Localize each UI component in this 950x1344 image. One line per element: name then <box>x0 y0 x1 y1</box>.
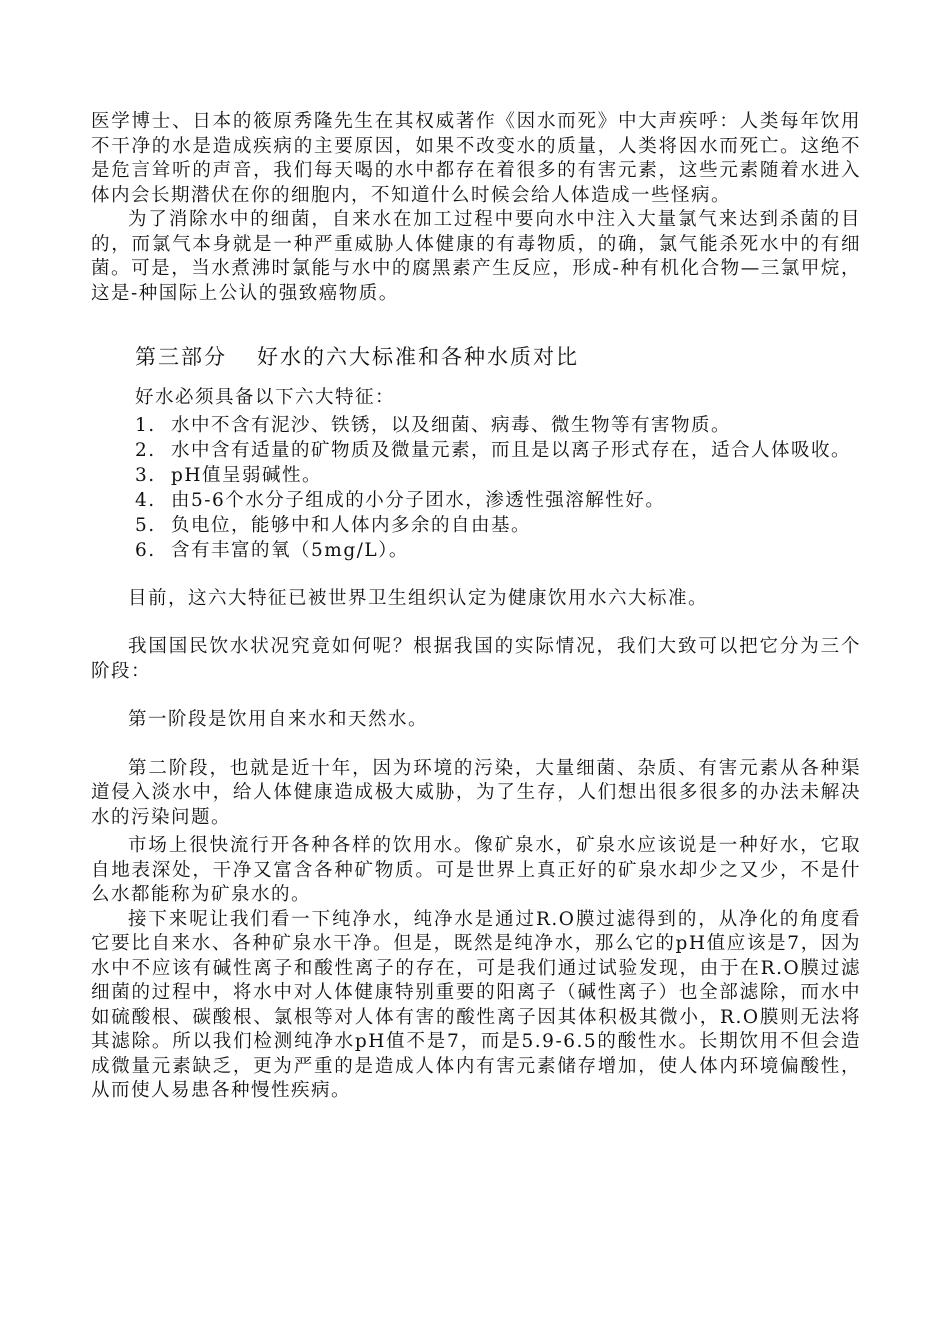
section-part-label: 第三部分 <box>135 345 227 369</box>
list-item <box>135 488 861 513</box>
list-item-text: 水中含有适量的矿物质及微量元素，而且是以离子形式存在，适合人体吸收。 <box>171 439 852 461</box>
paragraph-drowning-warning: 医学博士、日本的筱原秀隆先生在其权威著作《因水而死》中大声疾呼：人类每年饮用不干净的水是造成疾病的主要原因，如果不改变水的质量，人类将因水而死亡。这绝不是危言耸听的声音，我们每天喝的水中都存在着很多的有害元素，这些元素随着水进入体内会长期潜伏在你的细胞内，不知道什么时候会给人体造成一些怪病。 <box>91 111 861 206</box>
section-heading <box>135 342 861 372</box>
paragraph-pure-water: 接下来呢让我们看一下纯净水，纯净水是通过R.O膜过滤得到的，从净化的角度看它要比自来水、各种矿泉水干净。但是，既然是纯净水，那么它的pH值应该是7，因为水中不应该有碱性离子和酸性离子的存在，可是我们通过试验发现，由于在R.O膜过滤细菌的过程中，将水中对人体健康特别重要的阳离子（碱性离子）也全部滤除，而水中如硫酸根、碳酸根、氯根等对人体有害的酸性离子因其体积极其微小，R.O膜则无法将其滤除。所以我们检测纯净水pH值不是7，而是5.9-6.5的酸性水。长期饮用不但会造成微量元素缺乏，更为严重的是造成人体内有害元素储存增加，使人体内环境偏酸性，从而使人易患各种慢性疾病。 <box>91 908 861 1101</box>
list-item-number: 2. <box>135 439 156 461</box>
document-page <box>91 110 861 1104</box>
list-item-text: 水中不含有泥沙、铁锈，以及细菌、病毒、微生物等有害物质。 <box>171 414 732 436</box>
list-item <box>135 438 861 463</box>
paragraph-market: 市场上很快流行开各种各样的饮用水。像矿泉水，矿泉水应该说是一种好水，它取自地表深处，干净又富含各种矿物质。可是世界上真正好的矿泉水却少之又少，不是什么水都能称为矿泉水的。 <box>91 835 861 905</box>
list-item <box>135 413 861 438</box>
list-item-number: 5. <box>135 514 156 536</box>
list-item-number: 4. <box>135 489 156 511</box>
paragraph-chlorine: 为了消除水中的细菌，自来水在加工过程中要向水中注入大量氯气来达到杀菌的目的，而氯气本身就是一种严重威胁人体健康的有毒物质，的确，氯气能杀死水中的有细菌。可是，当水煮沸时氯能与水中的腐黑素产生反应，形成-种有机化合物—三氯甲烷，这是-种国际上公认的强致癌物质。 <box>91 209 861 304</box>
stage-one: 第一阶段是饮用自来水和天然水。 <box>128 709 429 730</box>
list-intro: 好水必须具备以下六大特征： <box>135 387 396 408</box>
list-item-text: pH值呈弱碱性。 <box>171 464 322 486</box>
stages-intro: 我国国民饮水状况究竟如何呢？根据我国的实际情况，我们大致可以把它分为三个阶段： <box>91 636 861 682</box>
who-statement: 目前，这六大特征已被世界卫生组织认定为健康饮用水六大标准。 <box>128 587 709 609</box>
list-item <box>135 538 861 563</box>
standards-list <box>135 413 861 563</box>
list-item-number: 6. <box>135 539 156 561</box>
stage-two: 第二阶段，也就是近十年，因为环境的污染，大量细菌、杂质、有害元素从各种渠道侵入淡水中，给人体健康造成极大威胁，为了生存，人们想出很多很多的办法未解决水的污染问题。 <box>91 757 861 828</box>
list-item-text: 负电位，能够中和人体内多余的自由基。 <box>171 514 532 536</box>
list-item-text: 含有丰富的氧（5mg/L）。 <box>171 539 409 561</box>
list-item <box>135 463 861 488</box>
list-item-text: 由5-6个水分子组成的小分子团水，渗透性强溶解性好。 <box>171 489 666 511</box>
list-item-number: 1. <box>135 414 156 436</box>
list-item <box>135 513 861 538</box>
list-item-number: 3. <box>135 464 156 486</box>
section-title: 好水的六大标准和各种水质对比 <box>257 345 579 369</box>
